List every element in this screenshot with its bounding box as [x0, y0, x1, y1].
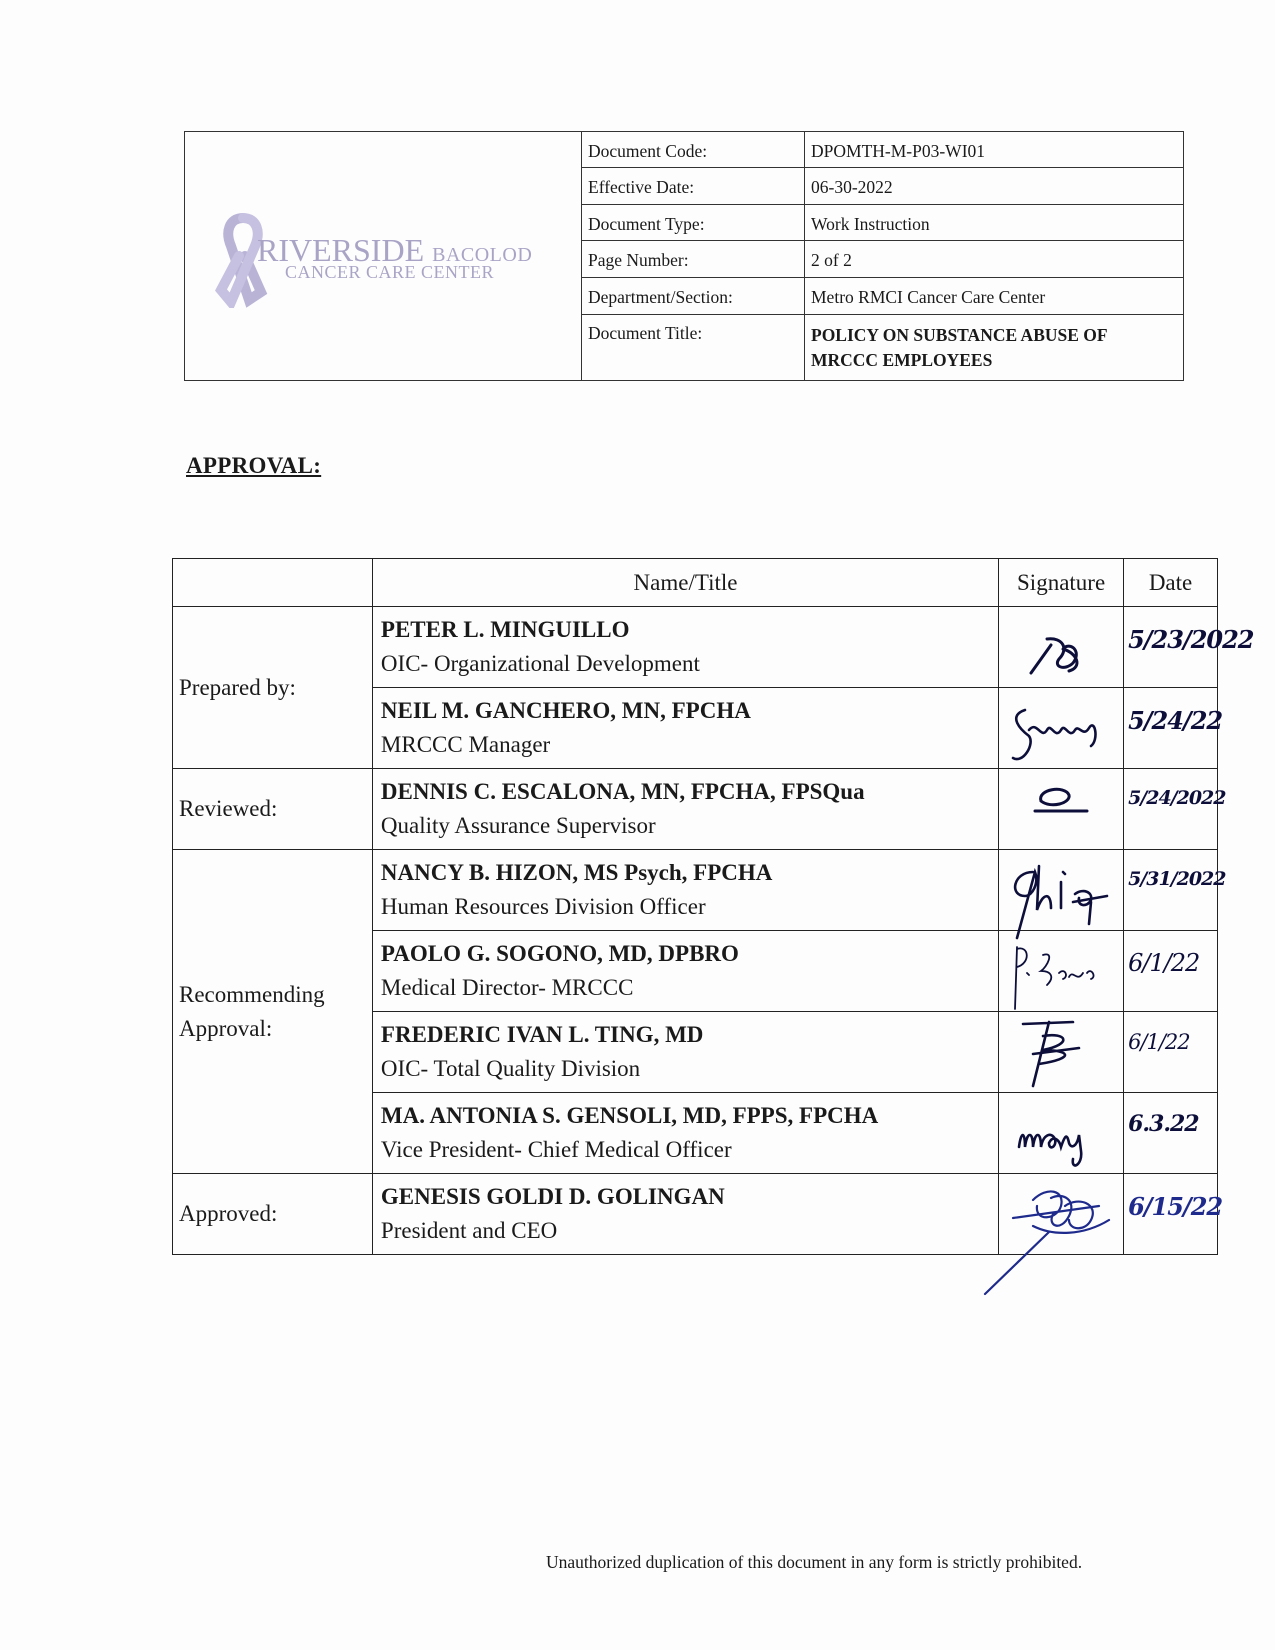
approval-header-row — [173, 559, 1218, 607]
date-cell — [1124, 1174, 1223, 1255]
logo-cell — [185, 132, 582, 380]
person-title: Vice President- Chief Medical Officer — [380, 1137, 732, 1162]
approval-table — [172, 558, 1254, 1255]
role-recommending-line1: Recommending — [179, 981, 325, 1007]
signature-mark — [1003, 1014, 1121, 1090]
handwritten-date: 6/1/22 — [1128, 1030, 1190, 1054]
info-value: Work Instruction — [805, 204, 1184, 241]
person-cell — [372, 607, 998, 688]
date-cell — [1124, 850, 1226, 931]
footer-notice: Unauthorized duplication of this document in any form is strictly prohibited. — [546, 1552, 1083, 1572]
person-title: MRCCC Manager — [380, 732, 551, 757]
handwritten-date: 5/23/2022 — [1128, 625, 1254, 654]
info-label: Department/Section: — [582, 277, 805, 314]
role-recommending — [173, 850, 373, 1174]
person-title: OIC- Organizational Development — [380, 651, 700, 676]
info-value: DPOMTH-M-P03-WI01 — [805, 132, 1184, 168]
role-prepared: Prepared by: — [173, 607, 373, 769]
role-column-header — [173, 559, 373, 607]
person-cell — [372, 850, 998, 931]
info-value: 2 of 2 — [805, 241, 1184, 278]
signature-cell — [999, 850, 1124, 931]
date-cell — [1124, 931, 1218, 1012]
handwritten-date: 6/15/22 — [1128, 1192, 1223, 1221]
name-title-header: Name/Title — [372, 559, 998, 607]
signature-cell — [999, 1093, 1124, 1174]
role-recommending-line2: Approval: — [179, 1015, 273, 1041]
signature-cell — [999, 607, 1124, 688]
signature-cell — [999, 1174, 1124, 1255]
handwritten-date: 5/31/2022 — [1128, 868, 1226, 890]
info-label: Document Code: — [582, 132, 805, 168]
info-label: Document Title: — [582, 314, 805, 380]
handwritten-date: 5/24/2022 — [1128, 787, 1226, 809]
person-name: PETER L. MINGUILLO — [380, 617, 630, 642]
signature-mark — [1003, 690, 1121, 766]
approval-heading: APPROVAL: — [186, 453, 322, 478]
person-title: President and CEO — [380, 1218, 558, 1243]
person-cell — [372, 1093, 998, 1174]
handwritten-date: 6/1/22 — [1128, 949, 1200, 977]
table-row — [173, 1174, 1218, 1255]
signature-mark — [1003, 1176, 1121, 1252]
person-title: Human Resources Division Officer — [380, 894, 706, 919]
logo-text-line2: CANCER CARE CENTER — [285, 262, 495, 282]
person-cell — [372, 1012, 998, 1093]
table-row — [173, 769, 1218, 850]
info-row-title — [582, 314, 1183, 380]
person-name: PAOLO G. SOGONO, MD, DPBRO — [380, 941, 739, 966]
info-value: 06-30-2022 — [805, 168, 1184, 205]
signature-cell — [999, 769, 1124, 850]
role-approved: Approved: — [173, 1174, 373, 1255]
signature-cell — [999, 688, 1124, 769]
info-row-effective-date — [582, 168, 1183, 205]
person-name: GENESIS GOLDI D. GOLINGAN — [380, 1184, 725, 1209]
logo-main-text: RIVERSIDE — [257, 232, 425, 268]
signature-mark — [1003, 609, 1121, 685]
info-row-code — [582, 132, 1183, 168]
person-cell — [372, 1174, 998, 1255]
info-label: Page Number: — [582, 241, 805, 278]
date-cell — [1124, 1012, 1218, 1093]
person-cell — [372, 769, 998, 850]
date-cell — [1124, 688, 1223, 769]
date-cell — [1124, 769, 1226, 850]
date-cell — [1124, 1093, 1218, 1174]
person-cell — [372, 688, 998, 769]
signature-cell — [999, 931, 1124, 1012]
signature-mark — [1003, 771, 1121, 847]
handwritten-date: 5/24/22 — [1128, 706, 1223, 735]
info-row-department — [582, 277, 1183, 314]
person-title: OIC- Total Quality Division — [380, 1056, 641, 1081]
person-title: Quality Assurance Supervisor — [380, 813, 656, 838]
info-row-page — [582, 241, 1183, 278]
info-label: Document Type: — [582, 204, 805, 241]
person-name: DENNIS C. ESCALONA, MN, FPCHA, FPSQua — [380, 779, 865, 804]
document-header — [184, 131, 1184, 381]
signature-mark — [1003, 852, 1121, 928]
info-row-type — [582, 204, 1183, 241]
info-value: Metro RMCI Cancer Care Center — [805, 277, 1184, 314]
signature-cell — [999, 1012, 1124, 1093]
signature-mark — [1003, 1095, 1121, 1171]
signature-header: Signature — [999, 559, 1124, 607]
date-header: Date — [1124, 559, 1218, 607]
info-label: Effective Date: — [582, 168, 805, 205]
person-title: Medical Director- MRCCC — [380, 975, 634, 1000]
person-cell — [372, 931, 998, 1012]
date-cell — [1124, 607, 1254, 688]
info-value: POLICY ON SUBSTANCE ABUSE OF MRCCC EMPLOYEES — [811, 324, 1107, 370]
handwritten-date: 6.3.22 — [1128, 1111, 1199, 1137]
logo-small-text: BACOLOD — [432, 244, 533, 266]
person-name: NANCY B. HIZON, MS Psych, FPCHA — [380, 860, 773, 885]
document-info-table — [582, 132, 1183, 380]
person-name: NEIL M. GANCHERO, MN, FPCHA — [380, 698, 751, 723]
table-row — [173, 850, 1218, 931]
signature-mark — [1003, 933, 1121, 1009]
role-reviewed: Reviewed: — [173, 769, 373, 850]
person-name: MA. ANTONIA S. GENSOLI, MD, FPPS, FPCHA — [380, 1103, 879, 1128]
table-row — [173, 607, 1218, 688]
person-name: FREDERIC IVAN L. TING, MD — [380, 1022, 704, 1047]
